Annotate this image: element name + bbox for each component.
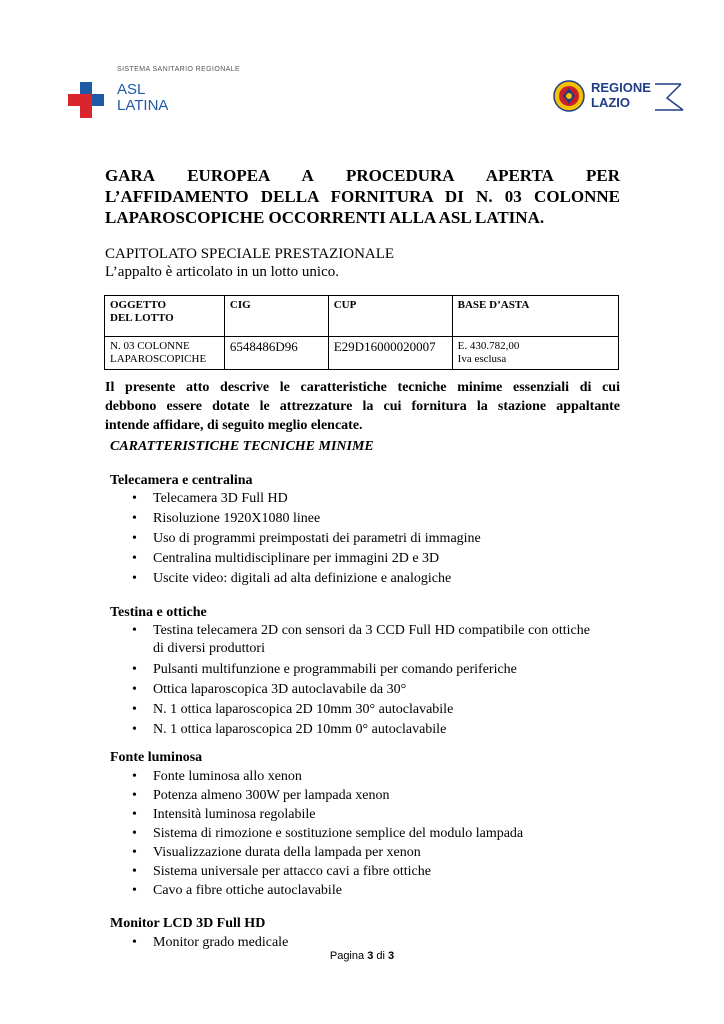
bullet-icon: • [132, 883, 137, 898]
intro-line: debbono essere dotate le attrezzature la cui fornitura la stazione appaltante [105, 399, 620, 414]
list-item [130, 622, 590, 658]
group-list [130, 767, 620, 900]
list-item-text: Cavo a fibre ottiche autoclavabile [153, 883, 342, 898]
cell-base-line2: Iva esclusa [457, 353, 507, 365]
bullet-icon: • [132, 551, 137, 566]
cell-cup: E29D16000020007 [328, 337, 452, 370]
bullet-icon: • [132, 623, 137, 638]
asl-cross-icon [68, 82, 104, 118]
bullet-icon: • [132, 845, 137, 860]
bullet-icon: • [132, 571, 137, 586]
list-item-text: Monitor grado medicale [153, 935, 289, 950]
asl-tagline: SISTEMA SANITARIO REGIONALE [117, 66, 241, 73]
document-title [105, 165, 620, 228]
bullet-icon: • [132, 491, 137, 506]
bullet-icon: • [132, 807, 137, 822]
footer-total-pages: 3 [388, 950, 395, 962]
regione-lazio-logo [553, 78, 688, 114]
list-item [130, 805, 620, 824]
asl-name-line1: ASL [117, 81, 146, 98]
lazio-line1: REGIONE [591, 80, 651, 95]
list-item-text: Risoluzione 1920X1080 linee [153, 511, 321, 526]
header-oggetto [105, 296, 225, 337]
capitolato-block [105, 245, 394, 281]
intro-line: Il presente atto descrive le caratteristiche tecniche minime essenziali di cui [105, 380, 620, 395]
lazio-seal-icon [553, 80, 585, 112]
list-item-text: Ottica laparoscopica 3D autoclavabile da 30° [153, 682, 407, 697]
intro-line: intende affidare, di seguito meglio elencate. [105, 418, 363, 433]
list-item-text: Sistema universale per attacco cavi a fibre ottiche [153, 864, 431, 879]
lotto-table [104, 295, 619, 370]
group-title: Telecamera e centralina [110, 473, 253, 488]
list-item [130, 767, 620, 786]
bullet-icon: • [132, 682, 137, 697]
list-item [130, 862, 620, 881]
header-cig: CIG [224, 296, 328, 337]
bullet-icon: • [132, 722, 137, 737]
bullet-icon: • [132, 511, 137, 526]
cell-oggetto [105, 337, 225, 370]
page-footer [0, 950, 724, 962]
list-item [130, 680, 590, 700]
list-item [130, 786, 620, 805]
list-item-text: Fonte luminosa allo xenon [153, 769, 302, 784]
title-line: GARA EUROPEA A PROCEDURA APERTA PER [105, 166, 620, 185]
header-base-asta: BASE D’ASTA [452, 296, 618, 337]
bullet-icon: • [132, 826, 137, 841]
list-item-text: Testina telecamera 2D con sensori da 3 CCD Full HD compatibile con ottiche di diversi produttori [153, 623, 590, 656]
list-item-text: Sistema di rimozione e sostituzione semplice del modulo lampada [153, 826, 524, 841]
list-item-text: Centralina multidisciplinare per immagini 2D e 3D [153, 551, 440, 566]
header-oggetto-line2: DEL LOTTO [110, 312, 174, 324]
cell-base-asta [452, 337, 618, 370]
bullet-icon: • [132, 531, 137, 546]
list-item-text: Uso di programmi preimpostati dei parametri di immagine [153, 531, 481, 546]
asl-name-line2: LATINA [117, 97, 169, 114]
appalto-note: L’appalto è articolato in un lotto unico. [105, 264, 339, 280]
capitolato-heading: CAPITOLATO SPECIALE PRESTAZIONALE [105, 246, 395, 262]
bullet-icon: • [132, 769, 137, 784]
table-header-row [105, 296, 619, 337]
bullet-icon: • [132, 702, 137, 717]
group-title: Testina e ottiche [110, 605, 207, 620]
footer-di: di [376, 950, 385, 962]
title-line: L’AFFIDAMENTO DELLA FORNITURA DI N. 03 COLONNE [105, 187, 620, 206]
footer-pagina: Pagina [329, 950, 365, 962]
asl-latina-logo [68, 62, 268, 118]
group-list [130, 489, 620, 589]
bullet-icon: • [132, 662, 137, 677]
list-item [130, 529, 620, 549]
cell-oggetto-line1: N. 03 COLONNE [110, 340, 190, 352]
list-item [130, 700, 590, 720]
section-title: CARATTERISTICHE TECNICHE MINIME [110, 439, 374, 454]
bullet-icon: • [132, 788, 137, 803]
lazio-text [591, 80, 651, 110]
cell-oggetto-line2: LAPAROSCOPICHE [110, 353, 207, 365]
table-row [105, 337, 619, 370]
list-item-text: N. 1 ottica laparoscopica 2D 10mm 30° autoclavabile [153, 702, 454, 717]
list-item-text: Telecamera 3D Full HD [153, 491, 288, 506]
group-list [130, 622, 590, 740]
title-line: LAPAROSCOPICHE OCCORRENTI ALLA ASL LATINA. [105, 208, 545, 227]
list-item [130, 549, 620, 569]
header-oggetto-line1: OGGETTO [110, 299, 167, 311]
group-title: Monitor LCD 3D Full HD [110, 916, 266, 931]
cell-base-line1: E. 430.782,00 [457, 340, 520, 352]
list-item [130, 660, 590, 680]
list-item [130, 720, 590, 740]
footer-page-number: 3 [367, 950, 374, 962]
list-item-text: Uscite video: digitali ad alta definizione e analogiche [153, 571, 452, 586]
lazio-chevron-icon [653, 80, 685, 112]
list-item-text: Potenza almeno 300W per lampada xenon [153, 788, 390, 803]
asl-name [117, 82, 168, 114]
lazio-line2: LAZIO [591, 95, 630, 110]
list-item-text: N. 1 ottica laparoscopica 2D 10mm 0° autoclavabile [153, 722, 447, 737]
group-title: Fonte luminosa [110, 750, 203, 765]
cell-cig: 6548486D96 [224, 337, 328, 370]
list-item-text: Visualizzazione durata della lampada per xenon [153, 845, 421, 860]
list-item [130, 824, 620, 843]
list-item [130, 569, 620, 589]
bullet-icon: • [132, 935, 137, 950]
header-cup: CUP [328, 296, 452, 337]
list-item [130, 489, 620, 509]
list-item [130, 843, 620, 862]
intro-paragraph [105, 378, 620, 435]
list-item [130, 881, 620, 900]
list-item-text: Pulsanti multifunzione e programmabili per comando periferiche [153, 662, 517, 677]
list-item-text: Intensità luminosa regolabile [153, 807, 316, 822]
bullet-icon: • [132, 864, 137, 879]
list-item [130, 509, 620, 529]
